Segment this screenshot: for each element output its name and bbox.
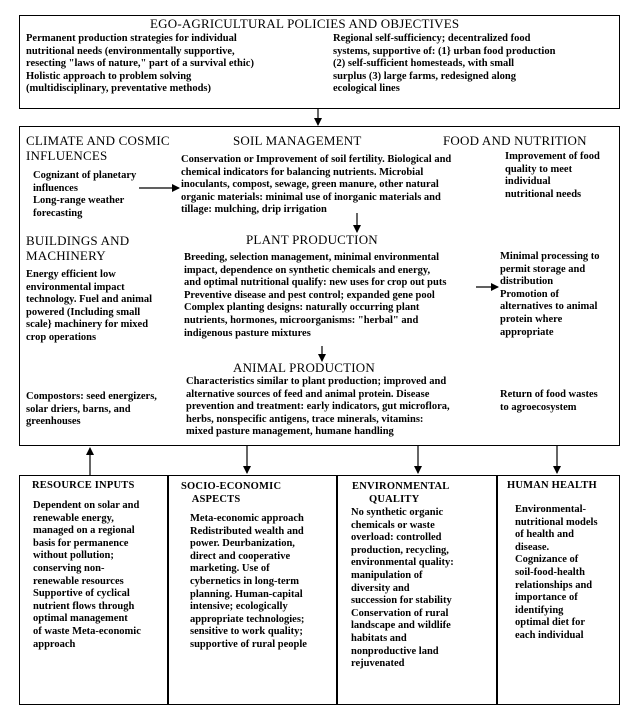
animal-text: Characteristics similar to plant production; improved and alternative sources of feed and animal protein. Disease prevention and treatment: early indicators, gut microflora, herbs, nonspecific antigens, trace minerals, vitamins: mixed pasture management, humane handling <box>186 376 450 438</box>
plant-title: PLANT PRODUCTION <box>246 232 378 247</box>
resource-inputs-text: Dependent on solar and renewable energy, managed on a regional basis for permanence without pollution; conserving non- renewable resources Supportive of cyclical nutrient flows through optimal management of waste Meta-economic approach <box>33 500 141 650</box>
human-health-title: HUMAN HEALTH <box>507 480 597 491</box>
climate-title: CLIMATE AND COSMIC INFLUENCES <box>26 133 170 163</box>
soil-text: Conservation or Improvement of soil fertility. Biological and chemical indicators for balancing nutrients. Microbial inoculants, compost, sewage, green manure, other natural organic materials: minimal use of inorganic materials and tillage: mulching, drip irrigation <box>181 154 452 216</box>
processing-text: Minimal processing to permit storage and distribution Promotion of alternatives to animal protein where appropriate <box>500 251 600 338</box>
animal-title: ANIMAL PRODUCTION <box>233 360 375 375</box>
policies-title: EGO-AGRICULTURAL POLICIES AND OBJECTIVES <box>150 16 460 31</box>
environmental-quality-title: ENVIRONMENTAL QUALITY <box>352 481 450 505</box>
resource-inputs-title: RESOURCE INPUTS <box>32 480 135 491</box>
plant-text: Breeding, selection management, minimal environmental impact, dependence on synthetic chemicals and energy, and optimal nutritional qualify: new uses for crop out puts Preventive disease and pest control; expanded gene pool Complex planting designs: naturally occurring plant nutrients, hormones, microorganisms: "herbal" and indigenous pasture mixtures <box>184 252 447 339</box>
policies-right-text: Regional self-sufficiency; decentralized food systems, supportive of: (1} urban food production (2) self-sufficient homesteads, with small surplus (3) large farms, redesigned along ecological lines <box>333 33 556 95</box>
return-text: Return of food wastes to agroecosystem <box>500 389 598 413</box>
socio-economic-text: Meta-economic approach Redistributed wealth and power. Deurbanization, direct and cooperative marketing. Use of cybernetics in long-term planning. Human-capital intensive; ecologically appropriate technologies; sensitive to work quality; supportive of rural people <box>190 513 307 650</box>
environmental-quality-text: No synthetic organic chemicals or waste overload: controlled production, recycling, environmental quality: manipulation of diversity and succession for stability Conservation of rural landscape and wildlife habitats and nonproductive land rejuvenated <box>351 507 454 670</box>
food-text: Improvement of food quality to meet individual nutritional needs <box>505 151 600 200</box>
climate-text: Cognizant of planetary influences Long-range weather forecasting <box>33 170 137 219</box>
buildings-text: Energy efficient low environmental impact technology. Fuel and animal powered (Including small scale} machinery for mixed crop operations <box>26 269 153 343</box>
compostors-text: Compostors: seed energizers, solar driers, barns, and greenhouses <box>26 391 157 428</box>
soil-title: SOIL MANAGEMENT <box>233 133 362 148</box>
socio-economic-title: SOCIO-ECONOMIC ASPECTS <box>181 481 282 505</box>
human-health-text: Environmental- nutritional models of health and disease. Cognizance of soil-food-health relationships and importance of identifying optimal diet for each individual <box>515 504 598 641</box>
food-title: FOOD AND NUTRITION <box>443 133 587 148</box>
buildings-title: BUILDINGS AND MACHINERY <box>26 233 130 263</box>
policies-left-text: Permanent production strategies for individual nutritional needs (environmentally supportive, resecting "laws of nature," part of a survival ethic) Holistic approach to problem solving (multidisciplinary, preventative methods) <box>26 33 254 95</box>
